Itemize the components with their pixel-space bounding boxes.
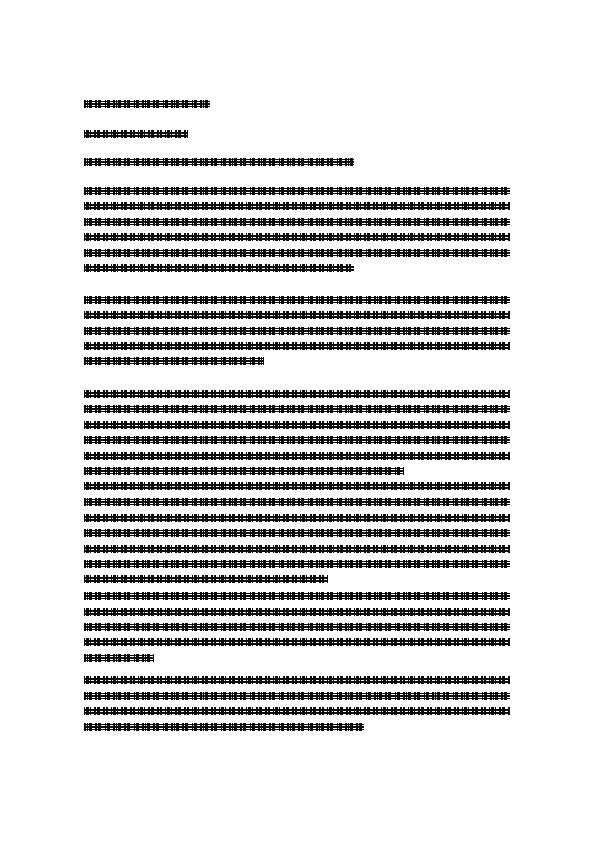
body-line	[84, 264, 354, 272]
body-line	[84, 498, 510, 506]
body-line	[84, 187, 510, 195]
body-line	[84, 575, 328, 583]
body-line	[84, 357, 264, 365]
body-line	[84, 723, 364, 731]
body-line	[84, 218, 510, 226]
body-line	[84, 623, 510, 631]
body-line	[84, 514, 510, 522]
body-line	[84, 638, 510, 646]
body-line	[84, 390, 510, 398]
body-line	[84, 560, 510, 568]
body-line	[84, 592, 510, 600]
body-line	[84, 421, 510, 429]
body-line	[84, 202, 510, 210]
body-line	[84, 405, 510, 413]
body-line	[84, 608, 510, 616]
body-line	[84, 654, 154, 662]
body-line	[84, 676, 510, 684]
body-line	[84, 482, 510, 490]
header-line-1	[84, 100, 210, 108]
body-line	[84, 452, 510, 460]
body-line	[84, 311, 510, 319]
body-line	[84, 467, 404, 475]
body-line	[84, 436, 510, 444]
header-line-2	[84, 130, 188, 138]
body-line	[84, 529, 510, 537]
section-heading-line	[84, 158, 354, 166]
body-line	[84, 233, 510, 241]
body-line	[84, 707, 510, 715]
body-line	[84, 249, 510, 257]
body-line	[84, 692, 510, 700]
body-line	[84, 296, 510, 304]
body-line	[84, 342, 510, 350]
body-line	[84, 327, 510, 335]
body-line	[84, 545, 510, 553]
